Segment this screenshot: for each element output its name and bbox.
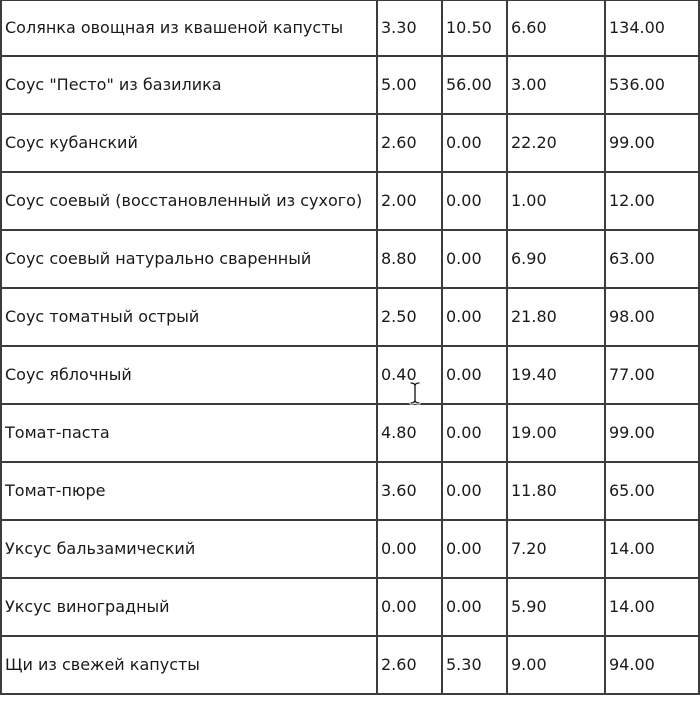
cell-fat: 56.00: [443, 57, 508, 115]
cell-product-name: Солянка овощная из квашеной капусты: [2, 0, 378, 57]
cell-product-name: Томат-паста: [2, 405, 378, 463]
cell-protein: 4.80: [378, 405, 443, 463]
cell-kcal: 65.00: [606, 463, 700, 521]
cell-kcal: 536.00: [606, 57, 700, 115]
cell-carbs: 6.60: [508, 0, 606, 57]
cell-product-name: Соус яблочный: [2, 347, 378, 405]
cell-protein: 2.50: [378, 289, 443, 347]
cell-protein: 2.60: [378, 637, 443, 695]
cell-protein: 2.00: [378, 173, 443, 231]
cell-kcal: 14.00: [606, 521, 700, 579]
table-row: [2, 579, 700, 637]
cell-protein: 0.00: [378, 579, 443, 637]
table-row: [2, 521, 700, 579]
table-row: [2, 347, 700, 405]
table-row: [2, 405, 700, 463]
cell-protein: 0.00: [378, 521, 443, 579]
cell-kcal: 134.00: [606, 0, 700, 57]
cell-kcal: 99.00: [606, 115, 700, 173]
cell-product-name: Соус "Песто" из базилика: [2, 57, 378, 115]
cell-carbs: 7.20: [508, 521, 606, 579]
cell-fat: 0.00: [443, 289, 508, 347]
cell-fat: 0.00: [443, 231, 508, 289]
table-row: [2, 0, 700, 57]
cell-product-name: Соус кубанский: [2, 115, 378, 173]
cell-product-name: Уксус виноградный: [2, 579, 378, 637]
table-row: [2, 289, 700, 347]
table-row: [2, 57, 700, 115]
cell-kcal: 63.00: [606, 231, 700, 289]
cell-kcal: 98.00: [606, 289, 700, 347]
cell-product-name: Щи из свежей капусты: [2, 637, 378, 695]
cell-carbs: 19.40: [508, 347, 606, 405]
cell-fat: 0.00: [443, 579, 508, 637]
cell-protein: 5.00: [378, 57, 443, 115]
cell-carbs: 22.20: [508, 115, 606, 173]
cell-fat: 0.00: [443, 463, 508, 521]
cell-carbs: 21.80: [508, 289, 606, 347]
cell-protein: 3.30: [378, 0, 443, 57]
cell-fat: 0.00: [443, 347, 508, 405]
cell-carbs: 11.80: [508, 463, 606, 521]
cell-fat: 0.00: [443, 405, 508, 463]
cell-protein: 8.80: [378, 231, 443, 289]
cell-kcal: 12.00: [606, 173, 700, 231]
cell-product-name: Соус соевый (восстановленный из сухого): [2, 173, 378, 231]
table-row: [2, 637, 700, 695]
cell-product-name: Томат-пюре: [2, 463, 378, 521]
table-body: [2, 0, 700, 695]
cell-fat: 0.00: [443, 521, 508, 579]
table-row: [2, 115, 700, 173]
cell-carbs: 5.90: [508, 579, 606, 637]
cell-carbs: 9.00: [508, 637, 606, 695]
table-row: [2, 463, 700, 521]
table-row: [2, 231, 700, 289]
cell-kcal: 77.00: [606, 347, 700, 405]
cell-protein: 2.60: [378, 115, 443, 173]
cell-product-name: Уксус бальзамический: [2, 521, 378, 579]
cell-kcal: 99.00: [606, 405, 700, 463]
cell-product-name: Соус соевый натурально сваренный: [2, 231, 378, 289]
cell-product-name: Соус томатный острый: [2, 289, 378, 347]
cell-fat: 0.00: [443, 173, 508, 231]
cell-protein: 3.60: [378, 463, 443, 521]
cell-kcal: 94.00: [606, 637, 700, 695]
cell-carbs: 19.00: [508, 405, 606, 463]
cell-carbs: 3.00: [508, 57, 606, 115]
cell-fat: 5.30: [443, 637, 508, 695]
cell-kcal: 14.00: [606, 579, 700, 637]
cell-carbs: 1.00: [508, 173, 606, 231]
cell-protein: 0.40: [378, 347, 443, 405]
table-row: [2, 173, 700, 231]
cell-fat: 0.00: [443, 115, 508, 173]
cell-carbs: 6.90: [508, 231, 606, 289]
cell-fat: 10.50: [443, 0, 508, 57]
